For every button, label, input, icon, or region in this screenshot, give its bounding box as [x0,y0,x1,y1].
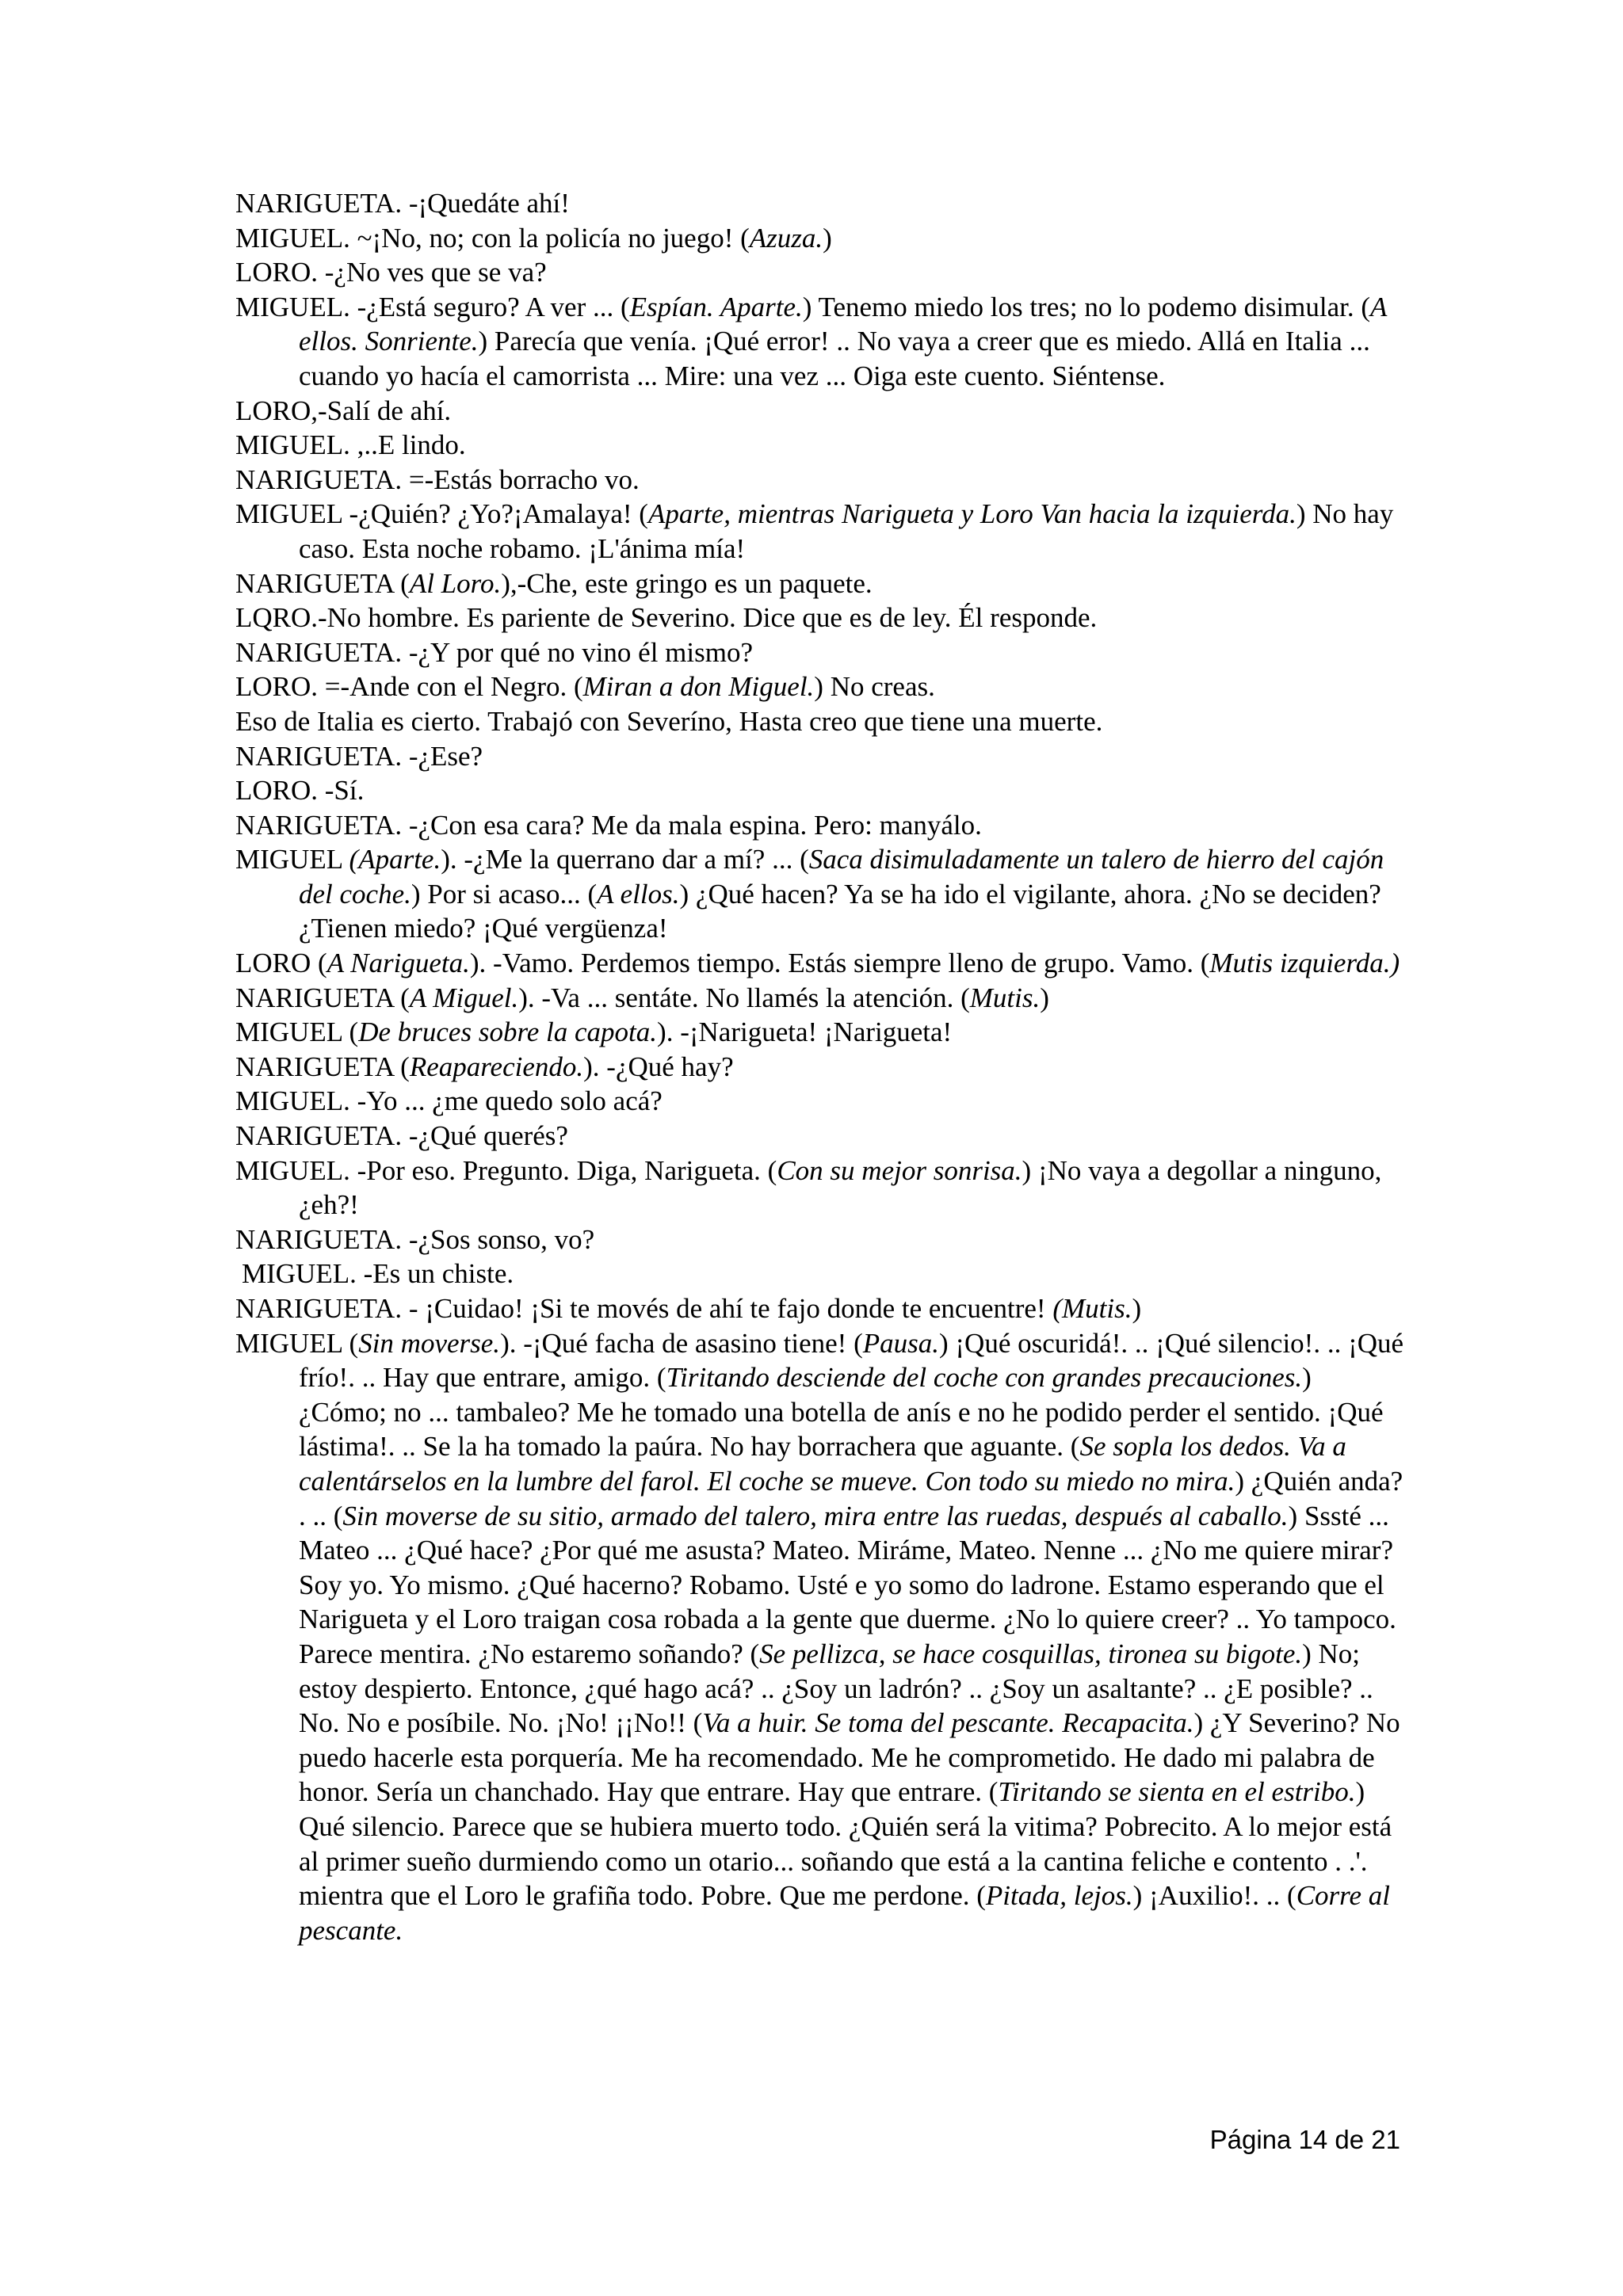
dialogue-text: NARIGUETA. =-Estás borracho vo. [235,463,640,495]
dialogue-line [235,1222,1404,1257]
stage-direction: Sin moverse. [358,1327,501,1359]
stage-direction: Pitada, lejos. [985,1880,1133,1912]
dialogue-text: ) Sssté ... Mateo ... ¿Qué hace? ¿Por qué me asusta? Mateo. Miráme, Mateo. Nenne ... ¿No me quiere mirar? Soy yo. Yo mismo. ¿Qué hacerno? Robamo. Usté e yo somo do ladrone. Estamo esperando que el Narigueta y el Loro traigan cosa robada a la gente que duerme. ¿No lo quiere creer? .. Yo tampoco. Parece mentira. ¿No estaremo soñando? ( [299,1500,1396,1669]
dialogue-text: ) Parecía que venía. ¡Qué error! .. No vaya a creer que es miedo. Allá en Italia ... cuando yo hacía el camorrista ... Mire: una vez ... Oiga este cuento. Siéntense. [299,326,1370,391]
page-number: Página 14 de 21 [1209,2125,1400,2154]
stage-direction: Tiritando desciende del coche con grandes precauciones. [666,1362,1303,1394]
stage-direction: De bruces sobre la capota. [358,1016,658,1048]
dialogue-line [235,773,1404,808]
dialogue-line [235,1326,1404,1948]
dialogue-text: LORO. =-Ande con el Negro. ( [235,671,583,703]
dialogue-line [235,428,1404,463]
dialogue-text: ) Tenemo miedo los tres; no lo podemo disimular. ( [802,291,1371,322]
dialogue-text: ) [823,222,832,254]
play-script-text [235,186,1404,1947]
dialogue-line [235,808,1404,843]
dialogue-text: ). -¡Narigueta! ¡Narigueta! [657,1016,953,1048]
stage-direction: (Aparte. [349,844,441,875]
stage-direction: Saca disimuladamente un talero de hierro del cajón del coche. [299,844,1384,910]
stage-direction: (Mutis. [1052,1293,1132,1324]
dialogue-text: ) Por si acaso... ( [411,878,598,910]
dialogue-line [235,1119,1404,1154]
dialogue-text: NARIGUETA ( [235,982,410,1013]
dialogue-text: NARIGUETA. -¿Y por qué no vino él mismo? [235,636,754,668]
dialogue-line [235,981,1404,1016]
stage-direction: A Narigueta. [327,948,470,979]
stage-direction: A ellos. [597,878,680,910]
dialogue-text: MIGUEL. ,..E lindo. [235,429,466,461]
stage-direction: Reapareciendo. [409,1051,584,1082]
dialogue-line [235,1015,1404,1050]
dialogue-line [235,255,1404,290]
dialogue-text: NARIGUETA. -¡Quedáte ahí! [235,188,570,219]
dialogue-text: ) No hay caso. Esta noche robamo. ¡L'ánima mía! [299,498,1394,564]
dialogue-text: NARIGUETA ( [235,567,410,599]
stage-direction: Corre al pescante. [299,1880,1390,1946]
dialogue-text: MIGUEL -¿Quién? ¿Yo?¡Amalaya! ( [235,498,648,530]
dialogue-text: ) [1132,1293,1142,1324]
stage-direction: Mutis izquierda.) [1209,948,1400,979]
dialogue-text: NARIGUETA. - ¡Cuidao! ¡Si te movés de ahí te fajo donde te encuentre! [235,1293,1053,1324]
dialogue-line [235,1257,1404,1291]
dialogue-line [235,1084,1404,1119]
dialogue-text: ) No; estoy despierto. Entonce, ¿qué hago acá? .. ¿Soy un ladrón? .. ¿Soy un asaltante? .. ¿E posible? .. No. No e posíbile. No. ¡No! ¡¡No!! ( [299,1638,1373,1739]
dialogue-text: LQRO.-No hombre. Es pariente de Severino. Dice que es de ley. Él responde. [235,602,1098,634]
dialogue-line [235,1291,1404,1326]
dialogue-line [235,601,1404,635]
dialogue-text: ),-Che, este gringo es un paquete. [501,567,873,599]
dialogue-text: Eso de Italia es cierto. Trabajó con Severíno, Hasta creo que tiene una muerte. [235,705,1103,737]
stage-direction: Miran a don Miguel. [582,671,815,703]
dialogue-line [235,704,1404,739]
dialogue-text: NARIGUETA ( [235,1051,410,1082]
dialogue-line [235,669,1404,704]
dialogue-text: ) ¿Y Severino? No puedo hacerle esta porquería. Me ha recomendado. Me he comprometido. He dado mi palabra de honor. Sería un chanchado. Hay que entrare. Hay que entrare. ( [299,1707,1400,1808]
dialogue-text: NARIGUETA. -¿Con esa cara? Me da mala espina. Pero: manyálo. [235,809,982,841]
dialogue-text: ) ¡Auxilio!. .. ( [1132,1880,1296,1912]
stage-direction: Azuza. [749,222,823,254]
stage-direction: Se sopla los dedos. Va a calentárselos en la lumbre del farol. El coche se mueve. Con todo su miedo no mira. [299,1431,1346,1497]
dialogue-line [235,1050,1404,1085]
dialogue-text: LORO ( [235,948,327,979]
dialogue-text: ) ¡No vaya a degollar a ninguno, ¿eh?! [299,1154,1382,1221]
dialogue-text: MIGUEL. -Por eso. Pregunto. Diga, Narigueta. ( [235,1154,777,1186]
dialogue-text: MIGUEL. -Yo ... ¿me quedo solo acá? [235,1085,663,1117]
stage-direction: Al Loro. [409,567,502,599]
dialogue-line [235,566,1404,601]
stage-direction: A Miguel. [409,982,519,1013]
stage-direction: Sin moverse de su sitio, armado del talero, mira entre las ruedas, después al caballo. [342,1500,1289,1531]
dialogue-line [235,1154,1404,1222]
stage-direction: Con su mejor sonrisa. [777,1154,1022,1186]
dialogue-line [235,221,1404,256]
stage-direction: Espían. Aparte. [629,291,803,322]
dialogue-text: MIGUEL. -Es un chiste. [242,1258,514,1290]
dialogue-line [235,290,1404,394]
stage-direction: Aparte, mientras Narigueta y Loro Van hacia la izquierda. [647,498,1296,530]
dialogue-line [235,739,1404,774]
dialogue-text: ) ¡Qué oscuridá!. .. ¡Qué silencio!. .. ¡Qué frío!. .. Hay que entrare, amigo. ( [299,1327,1404,1394]
dialogue-text: ). -Vamo. Perdemos tiempo. Estás siempre lleno de grupo. Vamo. ( [469,948,1210,979]
dialogue-text: NARIGUETA. -¿Ese? [235,740,483,772]
dialogue-text: ). -Va ... sentáte. No llamés la atención. ( [518,982,970,1013]
dialogue-text: ) ¿Qué hacen? Ya se ha ido el vigilante, ahora. ¿No se deciden? ¿Tienen miedo? ¡Qué vergüenza! [299,878,1381,944]
dialogue-line [235,635,1404,670]
dialogue-text: ) [1040,982,1049,1013]
dialogue-line [235,394,1404,429]
stage-direction: Va a huir. Se toma del pescante. Recapacita. [702,1707,1194,1739]
dialogue-text: LORO. -¿No ves que se va? [235,257,547,288]
dialogue-text: ). -¿Qué hay? [583,1051,734,1082]
dialogue-text: MIGUEL ( [235,1327,359,1359]
dialogue-text: ). -¡Qué facha de asasino tiene! ( [500,1327,863,1359]
dialogue-text: MIGUEL [235,844,349,875]
dialogue-text: ) No creas. [814,671,935,703]
dialogue-text: LORO,-Salí de ahí. [235,395,452,426]
stage-direction: Se pellizca, se hace cosquillas, tironea su bigote. [759,1638,1303,1669]
dialogue-line [235,497,1404,566]
stage-direction: Pausa. [862,1327,939,1359]
dialogue-text: ) Qué silencio. Parece que se hubiera muerto todo. ¿Quién será la vitima? Pobrecito. A lo mejor está al primer sueño durmiendo como un otario... soñando que está a la cantina feliche e contento . .'. mientra que el Loro le grafiña todo. Pobre. Que me perdone. ( [299,1776,1392,1912]
dialogue-text: MIGUEL ( [235,1016,359,1048]
dialogue-text: MIGUEL. ~¡No, no; con la policía no juego! ( [235,222,750,254]
dialogue-line [235,463,1404,498]
dialogue-text: MIGUEL. -¿Está seguro? A ver ... ( [235,291,630,322]
stage-direction: Mutis. [969,982,1041,1013]
dialogue-text: NARIGUETA. -¿Sos sonso, vo? [235,1223,595,1255]
dialogue-text: ). -¿Me la querrano dar a mí? ... ( [441,844,809,875]
stage-direction: A ellos. Sonriente. [299,291,1387,357]
dialogue-text: NARIGUETA. -¿Qué querés? [235,1120,568,1152]
stage-direction: Tiritando se sienta en el estribo. [998,1776,1356,1808]
dialogue-text: ) ¿Quién anda? . .. ( [299,1465,1403,1531]
dialogue-line [235,842,1404,946]
dialogue-line [235,186,1404,221]
dialogue-text: LORO. -Sí. [235,775,365,807]
dialogue-text: ) ¿Cómo; no ... tambaleo? Me he tomado una botella de anís e no he podido perder el sentido. ¡Qué lástima!. .. Se la ha tomado la paúra. No hay borrachera que aguante. ( [299,1362,1384,1463]
dialogue-line [235,946,1404,981]
